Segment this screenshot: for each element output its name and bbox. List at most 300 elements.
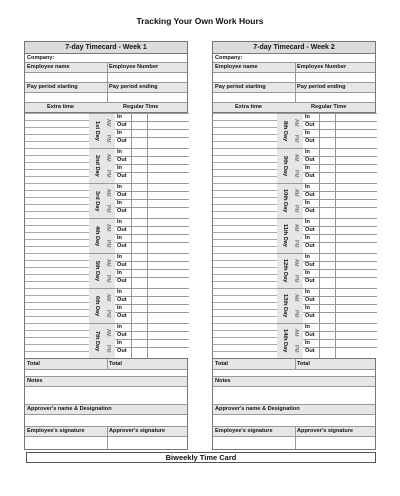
- notes-input[interactable]: [213, 387, 375, 405]
- day-block: [277, 183, 303, 218]
- in-label: In: [305, 130, 310, 136]
- extra-time-cell[interactable]: [213, 204, 277, 205]
- day-block: [277, 113, 303, 148]
- pm-label: PM: [293, 345, 299, 353]
- day-label: 7th Day: [94, 330, 100, 352]
- time-entry-row[interactable]: [115, 234, 189, 242]
- am-label: AM: [293, 154, 299, 162]
- time-entry-row[interactable]: [303, 288, 377, 296]
- out-label: Out: [305, 192, 315, 198]
- time-entry-row[interactable]: [115, 113, 189, 121]
- extra-time-cell[interactable]: [25, 351, 89, 352]
- time-entry-row[interactable]: [303, 148, 377, 156]
- in-label: In: [117, 235, 122, 241]
- extra-time-cell[interactable]: [25, 162, 89, 163]
- time-entry-row[interactable]: [303, 253, 377, 261]
- extra-time-cell[interactable]: [25, 155, 89, 156]
- in-label: In: [305, 184, 310, 190]
- total-regular-label: Total: [109, 361, 122, 367]
- total-regular-label: Total: [297, 361, 310, 367]
- employee-signature-label: Employee's signature: [215, 428, 273, 434]
- out-label: Out: [305, 122, 315, 128]
- approver-input[interactable]: [25, 415, 187, 427]
- extra-time-cell[interactable]: [25, 274, 89, 275]
- pm-label: PM: [105, 310, 111, 318]
- extra-time-cell[interactable]: [213, 267, 277, 268]
- pm-label: PM: [105, 275, 111, 283]
- extra-time-cell[interactable]: [25, 281, 89, 282]
- day-label: 2nd Day: [94, 155, 100, 177]
- extra-time-cell[interactable]: [25, 211, 89, 212]
- extra-time-cell[interactable]: [213, 225, 277, 226]
- time-entry-row[interactable]: [303, 296, 377, 304]
- in-label: In: [117, 165, 122, 171]
- extra-time-cell[interactable]: [25, 190, 89, 191]
- day-block: [277, 288, 303, 323]
- out-label: Out: [305, 332, 315, 338]
- employee-input-row[interactable]: [25, 73, 187, 83]
- out-label: Out: [305, 313, 315, 319]
- extra-time-cell[interactable]: [25, 253, 89, 254]
- extra-time-cell[interactable]: [25, 148, 89, 149]
- time-entry-row[interactable]: [115, 218, 189, 226]
- total-extra-label: Total: [215, 361, 228, 367]
- time-entry-row[interactable]: [303, 164, 377, 172]
- in-label: In: [117, 305, 122, 311]
- pay-period-end-label: Pay period ending: [109, 84, 158, 90]
- in-label: In: [117, 219, 122, 225]
- extra-time-cell[interactable]: [213, 113, 277, 114]
- extra-time-cell[interactable]: [25, 323, 89, 324]
- time-entry-row[interactable]: [303, 113, 377, 121]
- day-label: 6th Day: [94, 295, 100, 317]
- column-header-row: [25, 103, 187, 113]
- am-label: AM: [293, 189, 299, 197]
- out-label: Out: [117, 243, 127, 249]
- total-row: [213, 359, 375, 370]
- extra-time-cell[interactable]: [25, 295, 89, 296]
- employee-name-label: Employee name: [215, 64, 258, 70]
- time-entry-row[interactable]: [115, 261, 189, 269]
- extra-time-cell[interactable]: [213, 190, 277, 191]
- extra-time-cell[interactable]: [25, 246, 89, 247]
- pay-period-end-label: Pay period ending: [297, 84, 346, 90]
- time-entry-row[interactable]: [303, 129, 377, 137]
- extra-time-cell[interactable]: [213, 169, 277, 170]
- pm-label: PM: [293, 170, 299, 178]
- pay-period-label-row: [25, 83, 187, 93]
- extra-time-cell[interactable]: [213, 260, 277, 261]
- pm-label: PM: [105, 170, 111, 178]
- extra-time-cell[interactable]: [213, 134, 277, 135]
- pm-label: PM: [293, 310, 299, 318]
- out-label: Out: [117, 208, 127, 214]
- day-label: 12th Day: [282, 259, 288, 283]
- time-entry-row[interactable]: [115, 269, 189, 277]
- extra-time-cell[interactable]: [213, 295, 277, 296]
- extra-time-cell[interactable]: [213, 274, 277, 275]
- am-label: AM: [105, 189, 111, 197]
- extra-time-cell[interactable]: [213, 155, 277, 156]
- in-label: In: [305, 324, 310, 330]
- in-label: In: [305, 200, 310, 206]
- time-entry-row[interactable]: [303, 312, 377, 323]
- out-label: Out: [117, 138, 127, 144]
- extra-time-cell[interactable]: [213, 148, 277, 149]
- extra-time-cell[interactable]: [25, 260, 89, 261]
- extra-time-cell[interactable]: [25, 232, 89, 233]
- employee-number-label: Employee Number: [297, 64, 347, 70]
- time-entry-row[interactable]: [303, 242, 377, 253]
- approver-signature-label: Approver's signature: [297, 428, 354, 434]
- timecard-week-1: [24, 41, 188, 450]
- employee-number-label: Employee Number: [109, 64, 159, 70]
- day-label: 3rd Day: [94, 190, 100, 212]
- card-title: 7-day Timecard - Week 2: [213, 42, 375, 54]
- time-entry-row[interactable]: [303, 323, 377, 331]
- extra-time-cell[interactable]: [25, 127, 89, 128]
- day-label: 8th Day: [282, 120, 288, 142]
- extra-time-cell[interactable]: [25, 134, 89, 135]
- day-label: 13th Day: [282, 294, 288, 318]
- pay-period-input-row[interactable]: [25, 93, 187, 103]
- in-label: In: [117, 114, 122, 120]
- signature-input-row[interactable]: [213, 437, 375, 449]
- in-label: In: [305, 165, 310, 171]
- in-label: In: [117, 200, 122, 206]
- notes-row: [25, 377, 187, 387]
- extra-time-cell[interactable]: [213, 281, 277, 282]
- extra-time-cell[interactable]: [213, 141, 277, 142]
- day-label: 5th Day: [94, 260, 100, 282]
- time-entry-row[interactable]: [115, 172, 189, 183]
- extra-time-cell[interactable]: [213, 120, 277, 121]
- employee-signature-label: Employee's signature: [27, 428, 85, 434]
- time-entry-row[interactable]: [115, 191, 189, 199]
- extra-time-cell[interactable]: [25, 288, 89, 289]
- time-entry-row[interactable]: [115, 183, 189, 191]
- extra-time-cell[interactable]: [213, 309, 277, 310]
- extra-time-cell[interactable]: [213, 232, 277, 233]
- out-label: Out: [117, 157, 127, 163]
- biweekly-footer: Biweekly Time Card: [26, 452, 376, 463]
- time-entry-row[interactable]: [115, 156, 189, 164]
- out-label: Out: [117, 227, 127, 233]
- extra-time-cell[interactable]: [213, 239, 277, 240]
- extra-time-cell[interactable]: [25, 337, 89, 338]
- extra-time-cell[interactable]: [213, 288, 277, 289]
- am-label: AM: [293, 259, 299, 267]
- notes-input[interactable]: [25, 387, 187, 405]
- day-label: 4th Day: [94, 225, 100, 247]
- pm-label: PM: [293, 135, 299, 143]
- time-entry-row[interactable]: [303, 339, 377, 347]
- in-label: In: [305, 219, 310, 225]
- time-entry-row[interactable]: [303, 172, 377, 183]
- approver-label: Approver's name & Designation: [215, 406, 300, 412]
- out-label: Out: [305, 227, 315, 233]
- extra-time-header: Extra time: [47, 104, 75, 110]
- employee-input-row[interactable]: [213, 73, 375, 83]
- extra-time-cell[interactable]: [213, 330, 277, 331]
- blank-row: [25, 370, 187, 377]
- time-entry-row[interactable]: [303, 304, 377, 312]
- in-label: In: [117, 184, 122, 190]
- extra-time-cell[interactable]: [25, 183, 89, 184]
- extra-time-cell[interactable]: [213, 337, 277, 338]
- in-label: In: [117, 289, 122, 295]
- time-entry-row[interactable]: [303, 269, 377, 277]
- out-label: Out: [117, 278, 127, 284]
- extra-time-cell[interactable]: [25, 330, 89, 331]
- time-entry-row[interactable]: [115, 304, 189, 312]
- extra-time-cell[interactable]: [25, 302, 89, 303]
- time-entry-row[interactable]: [115, 347, 189, 358]
- company-label: Company:: [215, 55, 243, 61]
- time-entry-row[interactable]: [115, 164, 189, 172]
- out-label: Out: [305, 348, 315, 354]
- column-header-row: [213, 103, 375, 113]
- total-row: [25, 359, 187, 370]
- day-block: [277, 323, 303, 358]
- out-label: Out: [305, 208, 315, 214]
- in-label: In: [305, 305, 310, 311]
- approver-row: [213, 405, 375, 415]
- am-label: AM: [105, 119, 111, 127]
- day-block: [277, 253, 303, 288]
- day-label: 11th Day: [282, 224, 288, 248]
- day-block: [89, 113, 115, 148]
- timecard-week-2: [212, 41, 376, 450]
- time-entry-row[interactable]: [303, 207, 377, 218]
- out-label: Out: [117, 192, 127, 198]
- time-entry-row[interactable]: [115, 288, 189, 296]
- am-label: AM: [293, 294, 299, 302]
- in-label: In: [117, 340, 122, 346]
- in-label: In: [117, 254, 122, 260]
- time-entry-row[interactable]: [115, 207, 189, 218]
- time-entry-row[interactable]: [115, 312, 189, 323]
- extra-time-cell[interactable]: [213, 323, 277, 324]
- extra-time-cell[interactable]: [25, 176, 89, 177]
- time-entry-row[interactable]: [303, 156, 377, 164]
- extra-time-cell[interactable]: [25, 218, 89, 219]
- time-entry-row[interactable]: [115, 199, 189, 207]
- notes-label: Notes: [215, 378, 231, 384]
- time-entry-row[interactable]: [115, 137, 189, 148]
- time-entry-row[interactable]: [303, 331, 377, 339]
- am-label: AM: [293, 329, 299, 337]
- extra-time-cell[interactable]: [25, 316, 89, 317]
- notes-label: Notes: [27, 378, 43, 384]
- time-entry-row[interactable]: [303, 226, 377, 234]
- extra-time-header: Extra time: [235, 104, 263, 110]
- time-entry-row[interactable]: [115, 339, 189, 347]
- extra-time-cell[interactable]: [213, 162, 277, 163]
- signature-label-row: [25, 427, 187, 437]
- time-entry-row[interactable]: [115, 226, 189, 234]
- in-label: In: [117, 130, 122, 136]
- am-label: AM: [293, 224, 299, 232]
- time-entry-row[interactable]: [115, 253, 189, 261]
- extra-time-cell[interactable]: [213, 183, 277, 184]
- am-label: AM: [293, 119, 299, 127]
- in-label: In: [305, 270, 310, 276]
- time-entry-row[interactable]: [115, 121, 189, 129]
- extra-time-cell[interactable]: [25, 309, 89, 310]
- time-grid: [213, 113, 375, 359]
- out-label: Out: [117, 297, 127, 303]
- extra-time-cell[interactable]: [25, 141, 89, 142]
- in-label: In: [305, 114, 310, 120]
- extra-time-cell[interactable]: [25, 204, 89, 205]
- time-entry-row[interactable]: [303, 199, 377, 207]
- employee-label-row: [213, 63, 375, 73]
- time-entry-row[interactable]: [303, 261, 377, 269]
- extra-time-cell[interactable]: [213, 246, 277, 247]
- day-block: [89, 218, 115, 253]
- in-label: In: [305, 289, 310, 295]
- time-entry-row[interactable]: [303, 183, 377, 191]
- approver-signature-label: Approver's signature: [109, 428, 166, 434]
- day-block: [89, 323, 115, 358]
- time-entry-row[interactable]: [303, 137, 377, 148]
- signature-input-row[interactable]: [25, 437, 187, 449]
- in-label: In: [305, 340, 310, 346]
- day-block: [277, 218, 303, 253]
- day-block: [277, 148, 303, 183]
- day-block: [89, 148, 115, 183]
- extra-time-cell[interactable]: [213, 351, 277, 352]
- time-entry-row[interactable]: [303, 218, 377, 226]
- out-label: Out: [305, 138, 315, 144]
- pm-label: PM: [293, 240, 299, 248]
- day-label: 14th Day: [282, 329, 288, 353]
- am-label: AM: [105, 259, 111, 267]
- out-label: Out: [117, 262, 127, 268]
- extra-time-cell[interactable]: [25, 120, 89, 121]
- in-label: In: [117, 324, 122, 330]
- out-label: Out: [117, 348, 127, 354]
- pm-label: PM: [105, 345, 111, 353]
- am-label: AM: [105, 154, 111, 162]
- in-label: In: [117, 270, 122, 276]
- out-label: Out: [117, 332, 127, 338]
- out-label: Out: [117, 313, 127, 319]
- extra-time-cell[interactable]: [25, 267, 89, 268]
- extra-time-cell[interactable]: [213, 127, 277, 128]
- card-title: 7-day Timecard - Week 1: [25, 42, 187, 54]
- company-row: [213, 54, 375, 63]
- extra-time-cell[interactable]: [25, 169, 89, 170]
- time-entry-row[interactable]: [303, 347, 377, 358]
- approver-row: [25, 405, 187, 415]
- time-entry-row[interactable]: [303, 121, 377, 129]
- time-entry-row[interactable]: [115, 323, 189, 331]
- day-label: 1st Day: [94, 121, 100, 141]
- extra-time-cell[interactable]: [213, 211, 277, 212]
- extra-time-cell[interactable]: [213, 344, 277, 345]
- employee-label-row: [25, 63, 187, 73]
- in-label: In: [305, 254, 310, 260]
- regular-time-header: Regular Time: [311, 104, 347, 110]
- am-label: AM: [105, 294, 111, 302]
- pm-label: PM: [105, 240, 111, 248]
- out-label: Out: [305, 278, 315, 284]
- blank-row: [213, 370, 375, 377]
- in-label: In: [305, 149, 310, 155]
- pm-label: PM: [293, 275, 299, 283]
- day-label: 9th Day: [282, 155, 288, 177]
- employee-name-label: Employee name: [27, 64, 70, 70]
- out-label: Out: [305, 297, 315, 303]
- company-label: Company:: [27, 55, 55, 61]
- extra-time-cell[interactable]: [213, 176, 277, 177]
- time-entry-row[interactable]: [115, 296, 189, 304]
- extra-time-cell[interactable]: [25, 344, 89, 345]
- extra-time-cell[interactable]: [213, 302, 277, 303]
- am-label: AM: [105, 224, 111, 232]
- out-label: Out: [305, 157, 315, 163]
- time-entry-row[interactable]: [115, 242, 189, 253]
- time-entry-row[interactable]: [303, 191, 377, 199]
- extra-time-cell[interactable]: [213, 253, 277, 254]
- out-label: Out: [117, 122, 127, 128]
- time-entry-row[interactable]: [115, 277, 189, 288]
- pm-label: PM: [293, 205, 299, 213]
- am-label: AM: [105, 329, 111, 337]
- extra-time-cell[interactable]: [25, 239, 89, 240]
- extra-time-cell[interactable]: [25, 225, 89, 226]
- company-row: [25, 54, 187, 63]
- time-entry-row[interactable]: [115, 129, 189, 137]
- time-entry-row[interactable]: [303, 277, 377, 288]
- extra-time-cell[interactable]: [213, 316, 277, 317]
- time-entry-row[interactable]: [115, 148, 189, 156]
- page-title: Tracking Your Own Work Hours: [136, 16, 264, 26]
- in-label: In: [117, 149, 122, 155]
- day-block: [89, 183, 115, 218]
- notes-row: [213, 377, 375, 387]
- pay-period-input-row[interactable]: [213, 93, 375, 103]
- out-label: Out: [117, 173, 127, 179]
- day-block: [89, 253, 115, 288]
- signature-label-row: [213, 427, 375, 437]
- time-grid: [25, 113, 187, 359]
- time-entry-row[interactable]: [303, 234, 377, 242]
- extra-time-cell[interactable]: [213, 197, 277, 198]
- extra-time-cell[interactable]: [25, 113, 89, 114]
- out-label: Out: [305, 262, 315, 268]
- pay-period-start-label: Pay period starting: [215, 84, 266, 90]
- pm-label: PM: [105, 135, 111, 143]
- out-label: Out: [305, 173, 315, 179]
- total-extra-label: Total: [27, 361, 40, 367]
- out-label: Out: [305, 243, 315, 249]
- pm-label: PM: [105, 205, 111, 213]
- in-label: In: [305, 235, 310, 241]
- pay-period-start-label: Pay period starting: [27, 84, 78, 90]
- approver-label: Approver's name & Designation: [27, 406, 112, 412]
- approver-input[interactable]: [213, 415, 375, 427]
- extra-time-cell[interactable]: [213, 218, 277, 219]
- pay-period-label-row: [213, 83, 375, 93]
- day-label: 10th Day: [282, 189, 288, 213]
- time-entry-row[interactable]: [115, 331, 189, 339]
- regular-time-header: Regular Time: [123, 104, 159, 110]
- day-block: [89, 288, 115, 323]
- extra-time-cell[interactable]: [25, 197, 89, 198]
